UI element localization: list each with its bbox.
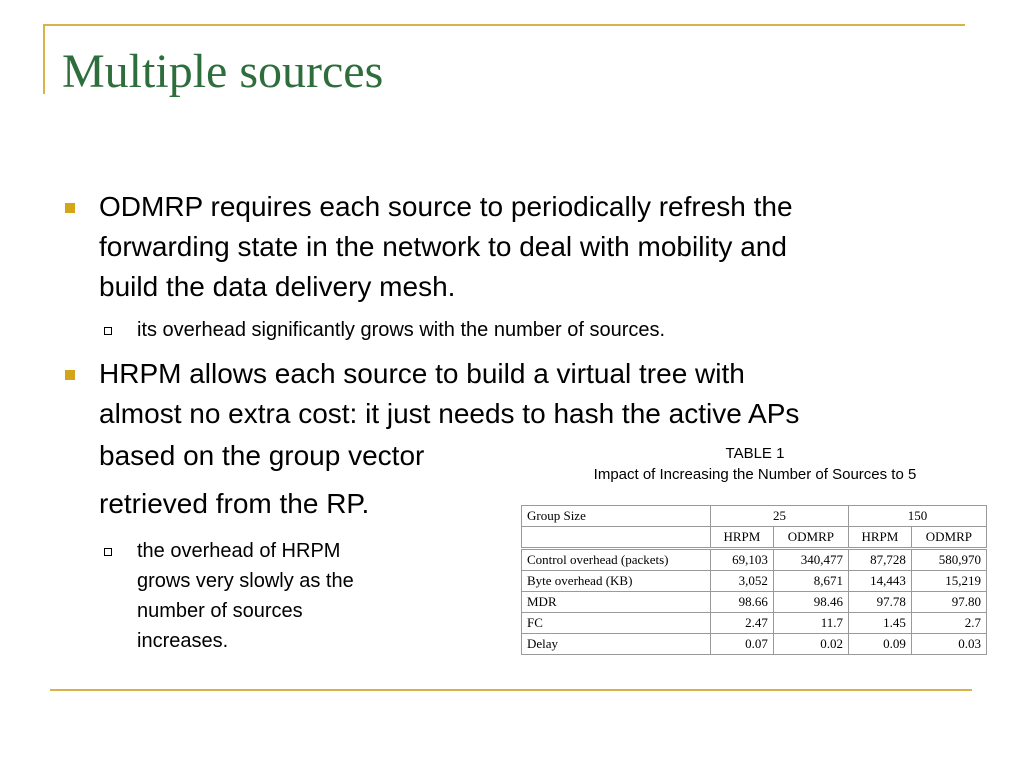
column-header: ODMRP	[773, 527, 848, 549]
column-header: HRPM	[848, 527, 911, 549]
hollow-square-bullet-icon	[104, 548, 112, 556]
group-header: 25	[711, 506, 849, 527]
left-rule	[43, 24, 45, 94]
table-cell: 0.09	[848, 634, 911, 655]
table-cell: 14,443	[848, 571, 911, 592]
group-size-label: Group Size	[522, 506, 711, 527]
square-bullet-icon	[65, 370, 75, 380]
results-table	[521, 505, 987, 655]
sub-bullet-2-line-3: number of sources	[137, 600, 303, 622]
column-header: HRPM	[711, 527, 774, 549]
table-cell: 98.46	[773, 592, 848, 613]
table-cell: 2.7	[911, 613, 986, 634]
table-row	[522, 549, 987, 571]
table-cell: 0.02	[773, 634, 848, 655]
slide-title: Multiple sources	[62, 45, 384, 98]
table-cell: 97.78	[848, 592, 911, 613]
table-cell: 580,970	[911, 549, 986, 571]
row-label: Control overhead (packets)	[522, 549, 711, 571]
table-header-row	[522, 506, 987, 527]
square-bullet-icon	[65, 203, 75, 213]
sub-bullet-2-line-2: grows very slowly as the	[137, 570, 354, 592]
bullet-1-line-1: ODMRP requires each source to periodically refresh the	[99, 191, 793, 222]
sub-bullet-2-line-4: increases.	[137, 630, 229, 652]
top-rule	[43, 24, 965, 26]
table-row	[522, 613, 987, 634]
row-label: Delay	[522, 634, 711, 655]
group-header: 150	[848, 506, 986, 527]
table-cell: 2.47	[711, 613, 774, 634]
row-label: Byte overhead (KB)	[522, 571, 711, 592]
table-subheader-row	[522, 527, 987, 549]
hollow-square-bullet-icon	[104, 327, 112, 335]
table-cell: 15,219	[911, 571, 986, 592]
table-row	[522, 571, 987, 592]
row-label: MDR	[522, 592, 711, 613]
table-cell: 1.45	[848, 613, 911, 634]
bullet-2-line-3: based on the group vector	[99, 440, 425, 471]
bullet-1-line-2: forwarding state in the network to deal with mobility and	[99, 231, 787, 262]
sub-bullet-2-line-1: the overhead of HRPM	[137, 540, 341, 562]
bullet-2-line-2: almost no extra cost: it just needs to hash the active APs	[99, 398, 800, 429]
table-cell: 8,671	[773, 571, 848, 592]
bottom-rule	[50, 689, 972, 691]
sub-bullet-1: its overhead significantly grows with the number of sources.	[137, 319, 666, 341]
table-cell: 87,728	[848, 549, 911, 571]
column-header: ODMRP	[911, 527, 986, 549]
table-cell: 0.03	[911, 634, 986, 655]
table-cell: 98.66	[711, 592, 774, 613]
table-cell: 340,477	[773, 549, 848, 571]
table-subtitle: Impact of Increasing the Number of Sources to 5	[593, 466, 917, 483]
table-caption: TABLE 1	[725, 445, 785, 462]
table-cell: 97.80	[911, 592, 986, 613]
bullet-2-line-1: HRPM allows each source to build a virtual tree with	[99, 358, 745, 389]
row-label: FC	[522, 613, 711, 634]
bullet-1-line-3: build the data delivery mesh.	[99, 271, 456, 302]
table-row	[522, 634, 987, 655]
table-cell: 11.7	[773, 613, 848, 634]
table-cell: 69,103	[711, 549, 774, 571]
bullet-2-line-4: retrieved from the RP.	[99, 488, 370, 519]
table-cell: 0.07	[711, 634, 774, 655]
table-cell: 3,052	[711, 571, 774, 592]
table-row	[522, 592, 987, 613]
empty-cell	[522, 527, 711, 549]
